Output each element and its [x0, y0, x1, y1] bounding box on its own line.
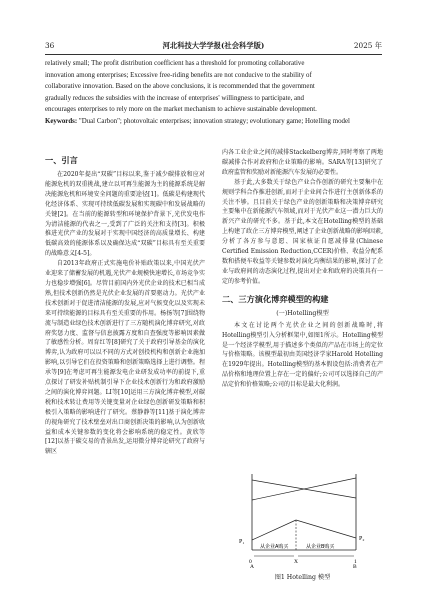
abstract-line: relatively small; The profit distribution coefficient has a threshold for promoting collaborative — [45, 60, 305, 67]
body-paragraph: 内各工业企业之间的减排Stackelberg博弈,同时考察了两地碳减排合作对政府和企业策略的影响。SARA等[13]研究了政府监管和奖励对新能源汽车发展的必要性。 — [222, 149, 383, 176]
label-p1: P₁ — [239, 539, 245, 545]
body-paragraph: 基于此,大多数关于绿色产业合作创新的研究主要集中在规则学科合作推进创新,而对于企业间合作进行主创新体系的关注不够。且目前关于绿色产业的创新策略和决策博弈研究主要集中在新能源汽车领域,而对于光伏产业这一潜力巨大的新兴产业的研究不多。基于此,本文在Hotelling模型的基础上构建了政企三方博弈模型,阐述了企业创新战略的影响因素,分析了各方参与意愿、国家核证自愿减排量(Chinese Certified Emission Reduction,CCER)价格、收益分配系数和搭便车收益等关键参数对演化均衡结果的影响,探讨了企业与政府间的动态演化过程,提出对企业和政府的决策具有一定的参考价值。 — [222, 178, 383, 285]
abstract-line: encourages enterprises to rely more on the market mechanism to achieve sustainable development. — [45, 106, 317, 114]
price-line-b — [296, 520, 356, 538]
keywords — [45, 116, 382, 128]
publication-year: 2025 年 — [353, 41, 382, 50]
label-b: B — [353, 564, 357, 568]
journal-title: 河北科技大学学报(社会科学版) — [162, 41, 265, 50]
running-header — [45, 40, 382, 52]
body-paragraph: 在2020年提出“双碳”目标以来,鉴于减少碳排放和应对能源危机的双重挑战,建立以可再生能源为主的能源系统是解决能源危机和环境安全问题的重要途径[1]。低碳是构建现代化经济体系、实现可持续低碳发展和实现碳中和发展战略的关键[2]。在当前的能源转型和环境保护背景下,光伏发电作为清洁能源的代表之一,受到了广泛的关注和支持[3]。积极推进光伏产业的发展对于实现中国经济的高质量增长、构建低碳高效的能源体系以及确保达成“双碳”目标具有至关重要的战略意义[4-5]。 — [45, 171, 205, 258]
page-number: 36 — [45, 41, 55, 50]
label-buy-from-b: 从企业B购买 — [306, 544, 335, 550]
figure-caption: 图1 Hotelling 模型 — [274, 574, 331, 581]
label-zero: 0 — [249, 559, 252, 565]
header-rule — [45, 54, 382, 55]
keywords-text: "Dual Carbon"; photovoltaic enterprises; innovation strategy; evolutionary game; Hotelling model — [78, 118, 350, 125]
label-a: A — [250, 564, 254, 568]
label-x: X — [294, 559, 298, 565]
abstract-line: collaborative innovation. Based on the above conclusions, it is recommended that the government — [45, 83, 315, 91]
label-buy-from-a: 从企业A购买 — [260, 544, 289, 550]
section-heading-introduction: 一、引言 — [45, 155, 78, 165]
subsection-heading: (一)Hotelling模型 — [276, 309, 329, 317]
abstract-line: gradually reduces the subsidies with the increase of enterprises' willingness to participate, and — [45, 94, 304, 102]
label-one: 1 — [354, 559, 357, 565]
left-column — [45, 148, 205, 457]
abstract-line: innovation among enterprises; Excessive free-riding benefits are not conducive to the stability of — [45, 71, 312, 79]
section-heading-model: 二、三方演化博弈模型的构建 — [222, 293, 329, 304]
english-abstract — [45, 58, 382, 116]
body-paragraph: 本文在讨论两个光伏企业之间的创新战略时,将Hotelling模型引入分析框架中,如图1所示。Hotelling模型是一个经济学模型,用于描述多个类似的产品在市场上的定位与价格策略。该模型最初由美国经济学家Harold Hotelling在1929年提出。Hotelling模型的基本假设包括:消费者在产品价格和地理位置上存在一定的偏好;公司可以选择自己的产品定价和价格策略;公司的目标是最大化利润。 — [222, 321, 383, 389]
price-line-a — [252, 520, 296, 540]
label-p2: P₂ — [359, 536, 365, 542]
cost-line-b — [252, 480, 356, 498]
keywords-label: Keywords: — [45, 118, 78, 125]
body-paragraph: 自2013年政府正式实施电价补贴政策以来,中国光伏产业迎来了储蓄发展的机遇,光伏产业规模快速增长,市场竞争实力也稳步增强[6]。尽管目前国内外光伏企业的技术已相当成熟,但技术创新仍然是光伏企业发展的首要驱动力。光伏产业技术创新对于促进清洁能源的发展,应对气候变化以及实现未来可持续能源的目标具有至关重要的作用。杨扬等[7]围绕物流与制造业绿色技术创新进行了三方随机演化博弈研究,对政府奖惩力度、监督与信息披露方度和自查强度等影响因素做了敏感性分析。周育红等[8]研究了关于政府引导基金的演化博弈,认为政府可以以不同的方式对创投机构和创新企业施加影响,以引导它们在投资策略和创新策略选择上进行调整。程承等[9]在考虑可再生能源发电企业研发成功率的前提下,重点探讨了研发补贴机制引导下企业技术创新行为和政府激励之间的演化博弈问题。LI等[10]运用三方演化博弈模型,对碳税和技术转让费用等关键变量对企业绿色创新研发策略和积极引入策略的影响进行了研究。蔡静静等[11]基于演化博弈的视角研究了技术壁垒对出口商创新决策的影响,认为创新收益和成本关键参数的变化将会影响系统的稳定性。黄欣等[12]以基于碳交易的背景出发,运用微分博弈论研究了政府与辖区 — [45, 260, 205, 456]
hotelling-model-figure — [236, 470, 370, 568]
right-column — [222, 148, 383, 390]
